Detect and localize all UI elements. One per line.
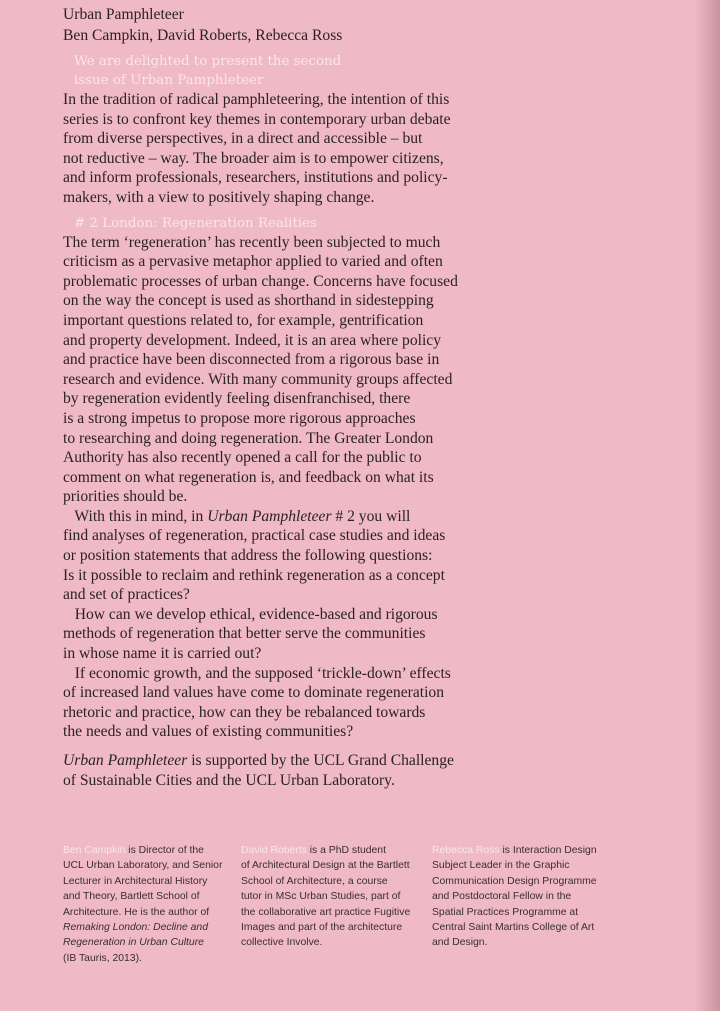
publication-title: Urban Pamphleteer: [63, 6, 184, 23]
paragraph-line: the needs and values of existing communities?: [63, 723, 354, 741]
bio-line: Central Saint Martins College of Art: [432, 922, 595, 934]
paragraph-line: to researching and doing regeneration. The Greater London: [63, 429, 434, 447]
paragraph-line: is a strong impetus to propose more rigorous approaches: [63, 409, 416, 427]
bio-line: Communication Design Programme: [432, 875, 597, 887]
questions-paragraph: [63, 526, 533, 742]
bio-line: Architecture. He is the author of: [63, 906, 210, 918]
paragraph-line: makers, with a view to positively shaping change.: [63, 188, 375, 206]
bio-line: the collaborative art practice Fugitive: [241, 906, 411, 918]
bio-line: Subject Leader in the Graphic: [432, 860, 570, 872]
paragraph-line: on the way the concept is used as shorthand in sidestepping: [63, 292, 434, 310]
bio-name: Rebecca Ross: [432, 845, 500, 856]
paragraph-line: The term ‘regeneration’ has recently been subjected to much: [63, 233, 441, 251]
paragraph-line: from diverse perspectives, in a direct and accessible – but: [63, 130, 423, 148]
paragraph-line: If economic growth, and the supposed ‘trickle-down’ effects: [63, 664, 451, 682]
bio-line: Regeneration in Urban Culture: [63, 937, 204, 949]
bio-line: of Architectural Design at the Bartlett: [241, 860, 410, 872]
paragraph-line: In the tradition of radical pamphleteering, the intention of this: [63, 91, 450, 108]
paragraph-line: How can we develop ethical, evidence-based and rigorous: [63, 605, 438, 623]
bio-david-roberts: [241, 843, 410, 951]
text: is a PhD student: [306, 845, 386, 856]
support-statement: [63, 751, 533, 790]
section-heading: # 2 London: Regeneration Realities: [74, 215, 317, 231]
paragraph-line: problematic processes of urban change. Concerns have focused: [63, 272, 458, 290]
bio-line: (IB Tauris, 2013).: [63, 952, 142, 964]
paragraph-line: series is to confront key themes in contemporary urban debate: [63, 110, 451, 128]
bio-line: [63, 843, 222, 858]
paragraph-line: of increased land values have come to dominate regeneration: [63, 684, 445, 702]
intro-paragraph: [63, 90, 533, 208]
paragraph-line: and practice have been disconnected from a rigorous base in: [63, 351, 440, 369]
paragraph-line: or position statements that address the following questions:: [63, 547, 433, 565]
heading-line: issue of Urban Pamphleteer: [74, 73, 264, 88]
paragraph-line: in whose name it is carried out?: [63, 645, 262, 663]
publication-name: Urban Pamphleteer: [207, 507, 332, 525]
paragraph-line: Authority has also recently opened a call for the public to: [63, 449, 422, 467]
bio-name: Ben Campkin: [63, 845, 126, 856]
paragraph-line: criticism as a pervasive metaphor applied to varied and often: [63, 253, 443, 271]
bio-line: collective Involve.: [241, 937, 323, 949]
paragraph-line: find analyses of regeneration, practical case studies and ideas: [63, 527, 446, 545]
bio-line: [241, 843, 410, 858]
paragraph-line: and property development. Indeed, it is an area where policy: [63, 331, 442, 349]
page-edge-shadow: [694, 0, 720, 1011]
paragraph-line: and set of practices?: [63, 586, 190, 604]
bio-line: Remaking London: Decline and: [63, 922, 208, 934]
paragraph-line: important questions related to, for example, gentrification: [63, 311, 424, 329]
bio-line: School of Architecture, a course: [241, 875, 388, 887]
paragraph-line: not reductive – way. The broader aim is to empower citizens,: [63, 149, 444, 167]
bio-line: Lecturer in Architectural History: [63, 875, 208, 887]
bio-line: UCL Urban Laboratory, and Senior: [63, 860, 223, 872]
text: is supported by the UCL Grand Challenge: [187, 752, 454, 769]
main-column: [63, 4, 533, 790]
paragraph-line: by regeneration evidently feeling disenfranchised, there: [63, 390, 411, 408]
bio-line: Spatial Practices Programme at: [432, 906, 579, 918]
paragraph-line: of Sustainable Cities and the UCL Urban Laboratory.: [63, 771, 395, 789]
bio-ben-campkin: [63, 843, 222, 966]
bio-line: tutor in MSc Urban Studies, part of: [241, 891, 401, 903]
text: # 2 you will: [331, 507, 411, 525]
bio-line: and Design.: [432, 937, 488, 949]
section-paragraph: [63, 233, 533, 507]
paragraph-line: [63, 507, 533, 527]
paragraph-line: [63, 751, 533, 771]
bio-rebecca-ross: [432, 843, 597, 951]
bio-line: and Theory, Bartlett School of: [63, 891, 200, 903]
publication-name: Urban Pamphleteer: [63, 752, 188, 769]
paragraph-line: comment on what regeneration is, and feedback on what its: [63, 468, 434, 486]
paragraph-line: rhetoric and practice, how can they be rebalanced towards: [63, 703, 426, 721]
bio-name: David Roberts: [241, 845, 307, 856]
masthead: [63, 4, 533, 46]
intro-heading: [63, 52, 533, 90]
bio-line: and Postdoctoral Fellow in the: [432, 891, 572, 903]
bio-line: [432, 843, 597, 858]
paragraph-line: Is it possible to reclaim and rethink regeneration as a concept: [63, 566, 445, 584]
paragraph-line: and inform professionals, researchers, institutions and policy-: [63, 169, 448, 187]
bio-line: Images and part of the architecture: [241, 922, 403, 934]
paragraph-line: methods of regeneration that better serve the communities: [63, 625, 426, 643]
paragraph-line: research and evidence. With many community groups affected: [63, 370, 453, 388]
text: is Director of the: [125, 845, 204, 856]
heading-line: We are delighted to present the second: [74, 54, 342, 69]
text: is Interaction Design: [499, 845, 597, 856]
text: With this in mind, in: [63, 507, 208, 525]
authors: Ben Campkin, David Roberts, Rebecca Ross: [63, 27, 343, 44]
paragraph-line: priorities should be.: [63, 488, 188, 506]
